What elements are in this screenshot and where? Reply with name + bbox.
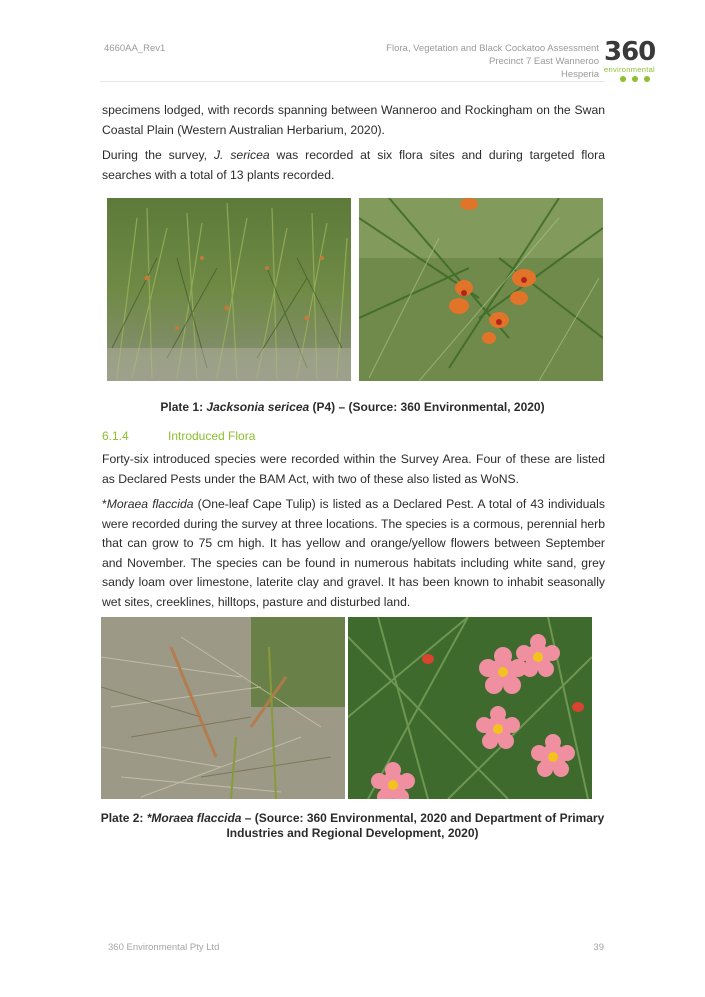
- logo-number: 360: [604, 37, 656, 67]
- company-logo: [604, 37, 672, 82]
- paragraph-moraea: [102, 495, 605, 612]
- logo-word: environmental: [604, 65, 656, 74]
- paragraph-text: was recorded at six flora sites and during targeted flora searches with a total of 13 plants recorded.: [102, 148, 605, 182]
- plate-2-photo-field: [101, 617, 345, 799]
- paragraph-herbarium-records: specimens lodged, with records spanning between Wanneroo and Rockingham on the Swan Coastal Plain (Western Australian Herbarium, 2020).: [102, 103, 605, 137]
- document-title-line-2: Precinct 7 East Wanneroo: [488, 56, 599, 67]
- plate-2-photo-flowers: [348, 617, 592, 799]
- caption-species: *Moraea flaccida: [146, 811, 242, 825]
- paragraph-introduced-flora: Forty-six introduced species were recorded within the Survey Area. Four of these are listed as Declared Pests under the BAM Act, with two of these also listed as WoNS.: [102, 452, 605, 486]
- section-title: Introduced Flora: [168, 429, 256, 443]
- caption-species: Jacksonia sericea: [206, 400, 310, 414]
- section-heading: [102, 429, 255, 443]
- paragraph-text: During the survey,: [102, 148, 214, 162]
- caption-prefix: Plate 1:: [160, 400, 207, 414]
- footer-company: 360 Environmental Pty Ltd: [108, 942, 220, 953]
- document-id: 4660AA_Rev1: [104, 43, 166, 54]
- paragraph-text: *: [102, 497, 107, 511]
- caption-source: (P4) – (Source: 360 Environmental, 2020): [309, 400, 545, 414]
- plate-1-photo-shrub: [107, 198, 351, 381]
- section-number: 6.1.4: [102, 429, 129, 443]
- species-name: J. sericea: [213, 148, 270, 162]
- caption-prefix: Plate 2:: [100, 811, 147, 825]
- species-name: Moraea flaccida: [106, 497, 194, 511]
- plate-1-caption: [100, 400, 605, 415]
- document-title: [339, 42, 599, 81]
- header-divider: [100, 81, 605, 82]
- paragraph-text: (One-leaf Cape Tulip) is listed as a Declared Pest. A total of 43 individuals were recorded during the survey at three locations. The species is a cormous, perennial herb that can grow to 75 cm high. It has yellow and orange/yellow flowers between September and November. The species can be found in numerous habitats including white sand, grey sandy loam over limestone, laterite clay and gravel. It has been known to inhabit seasonally wet sites, creeklines, hilltops, pasture and disturbed land.: [102, 497, 605, 609]
- page-number: 39: [593, 942, 604, 953]
- document-title-line-3: Hesperia: [560, 69, 599, 80]
- plate-1-photo-flowers: [359, 198, 603, 381]
- document-title-line-1: Flora, Vegetation and Black Cockatoo Assessment: [386, 43, 599, 54]
- plate-2-caption: [100, 811, 605, 841]
- paragraph-survey-records: [102, 146, 605, 185]
- logo-dots-icon: [620, 76, 672, 82]
- caption-source: – (Source: 360 Environmental, 2020 and Department of Primary Industries and Regional Development, 2020): [226, 811, 605, 840]
